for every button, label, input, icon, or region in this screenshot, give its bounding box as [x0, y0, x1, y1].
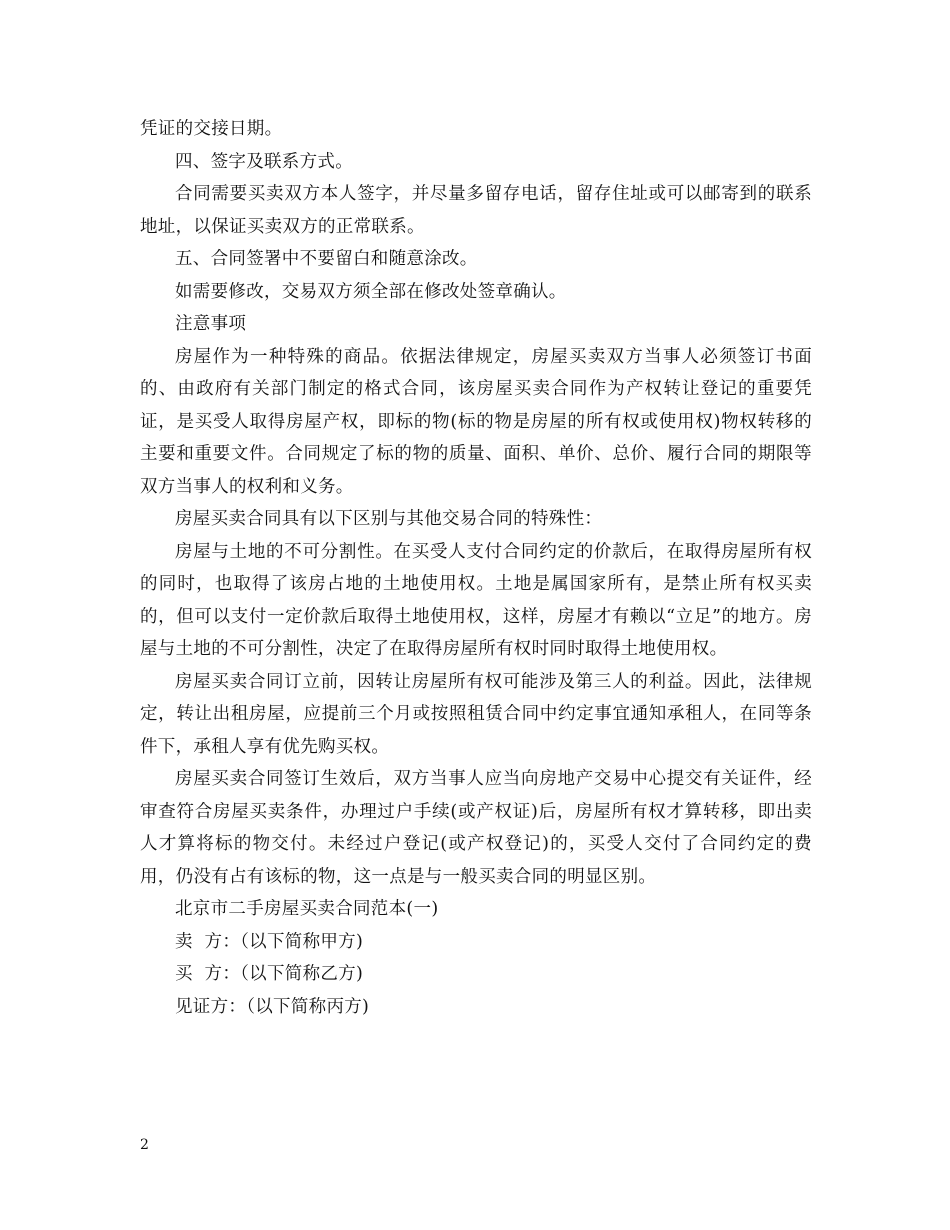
heading-no-blank-no-alteration: 五、合同签署中不要留白和随意涂改。: [175, 249, 478, 269]
page-number: 2: [140, 1137, 149, 1153]
paragraph-signature-contact: 合同需要买卖双方本人签字，并尽量多留存电话，留存住址或可以邮寄到的联系地址，以保证买卖双方的正常联系。: [140, 184, 812, 237]
witness-line: 见证方：（以下简称丙方): [175, 996, 370, 1017]
paragraph-special-commodity: 房屋作为一种特殊的商品。依据法律规定，房屋买卖双方当事人必须签订书面的、由政府有关部门制定的格式合同，该房屋买卖合同作为产权转让登记的重要凭证，是买受人取得房屋产权，即标的物(标的物是房屋的所有权或使用权)物权转移的主要和重要文件。合同规定了标的物的质量、面积、单价、总价、履行合同的期限等双方当事人的权利和义务。: [140, 346, 812, 497]
document-body: [140, 113, 812, 1023]
paragraph-third-party-rights: 房屋买卖合同订立前，因转让房屋所有权可能涉及第三人的利益。因此，法律规定，转让出租房屋，应提前三个月或按照租赁合同中约定事宜通知承租人，在同等条件下，承租人享有优先购买权。: [140, 671, 812, 757]
contract-template-title: 北京市二手房屋买卖合同范本(一): [175, 899, 439, 919]
paragraph-delivery-date: 凭证的交接日期。: [140, 119, 283, 139]
heading-notes: 注意事项: [175, 314, 247, 334]
paragraph-transfer-registration: 房屋买卖合同签订生效后，双方当事人应当向房地产交易中心提交有关证件，经审查符合房屋买卖条件，办理过户手续(或产权证)后，房屋所有权才算转移，即出卖人才算将标的物交付。未经过户登记(或产权登记)的，买受人交付了合同约定的费用，仍没有占有该标的物，这一点是与一般买卖合同的明显区别。: [140, 769, 812, 887]
buyer-line: 买 方：（以下简称乙方): [175, 964, 364, 984]
paragraph-special-features-intro: 房屋买卖合同具有以下区别与其他交易合同的特殊性：: [175, 509, 603, 529]
seller-line: 卖 方：（以下简称甲方): [175, 931, 364, 952]
paragraph-land-inseparability: 房屋与土地的不可分割性。在买受人支付合同约定的价款后，在取得房屋所有权的同时，也取得了该房占地的土地使用权。土地是属国家所有，是禁止所有权买卖的，但可以支付一定价款后取得土地使用权，这样，房屋才有赖以“立足”的地方。房屋与土地的不可分割性，决定了在取得房屋所有权时同时取得土地使用权。: [140, 541, 812, 659]
heading-signature-contact: 四、签字及联系方式。: [175, 151, 353, 172]
paragraph-modification: 如需要修改，交易双方须全部在修改处签章确认。: [175, 281, 567, 302]
